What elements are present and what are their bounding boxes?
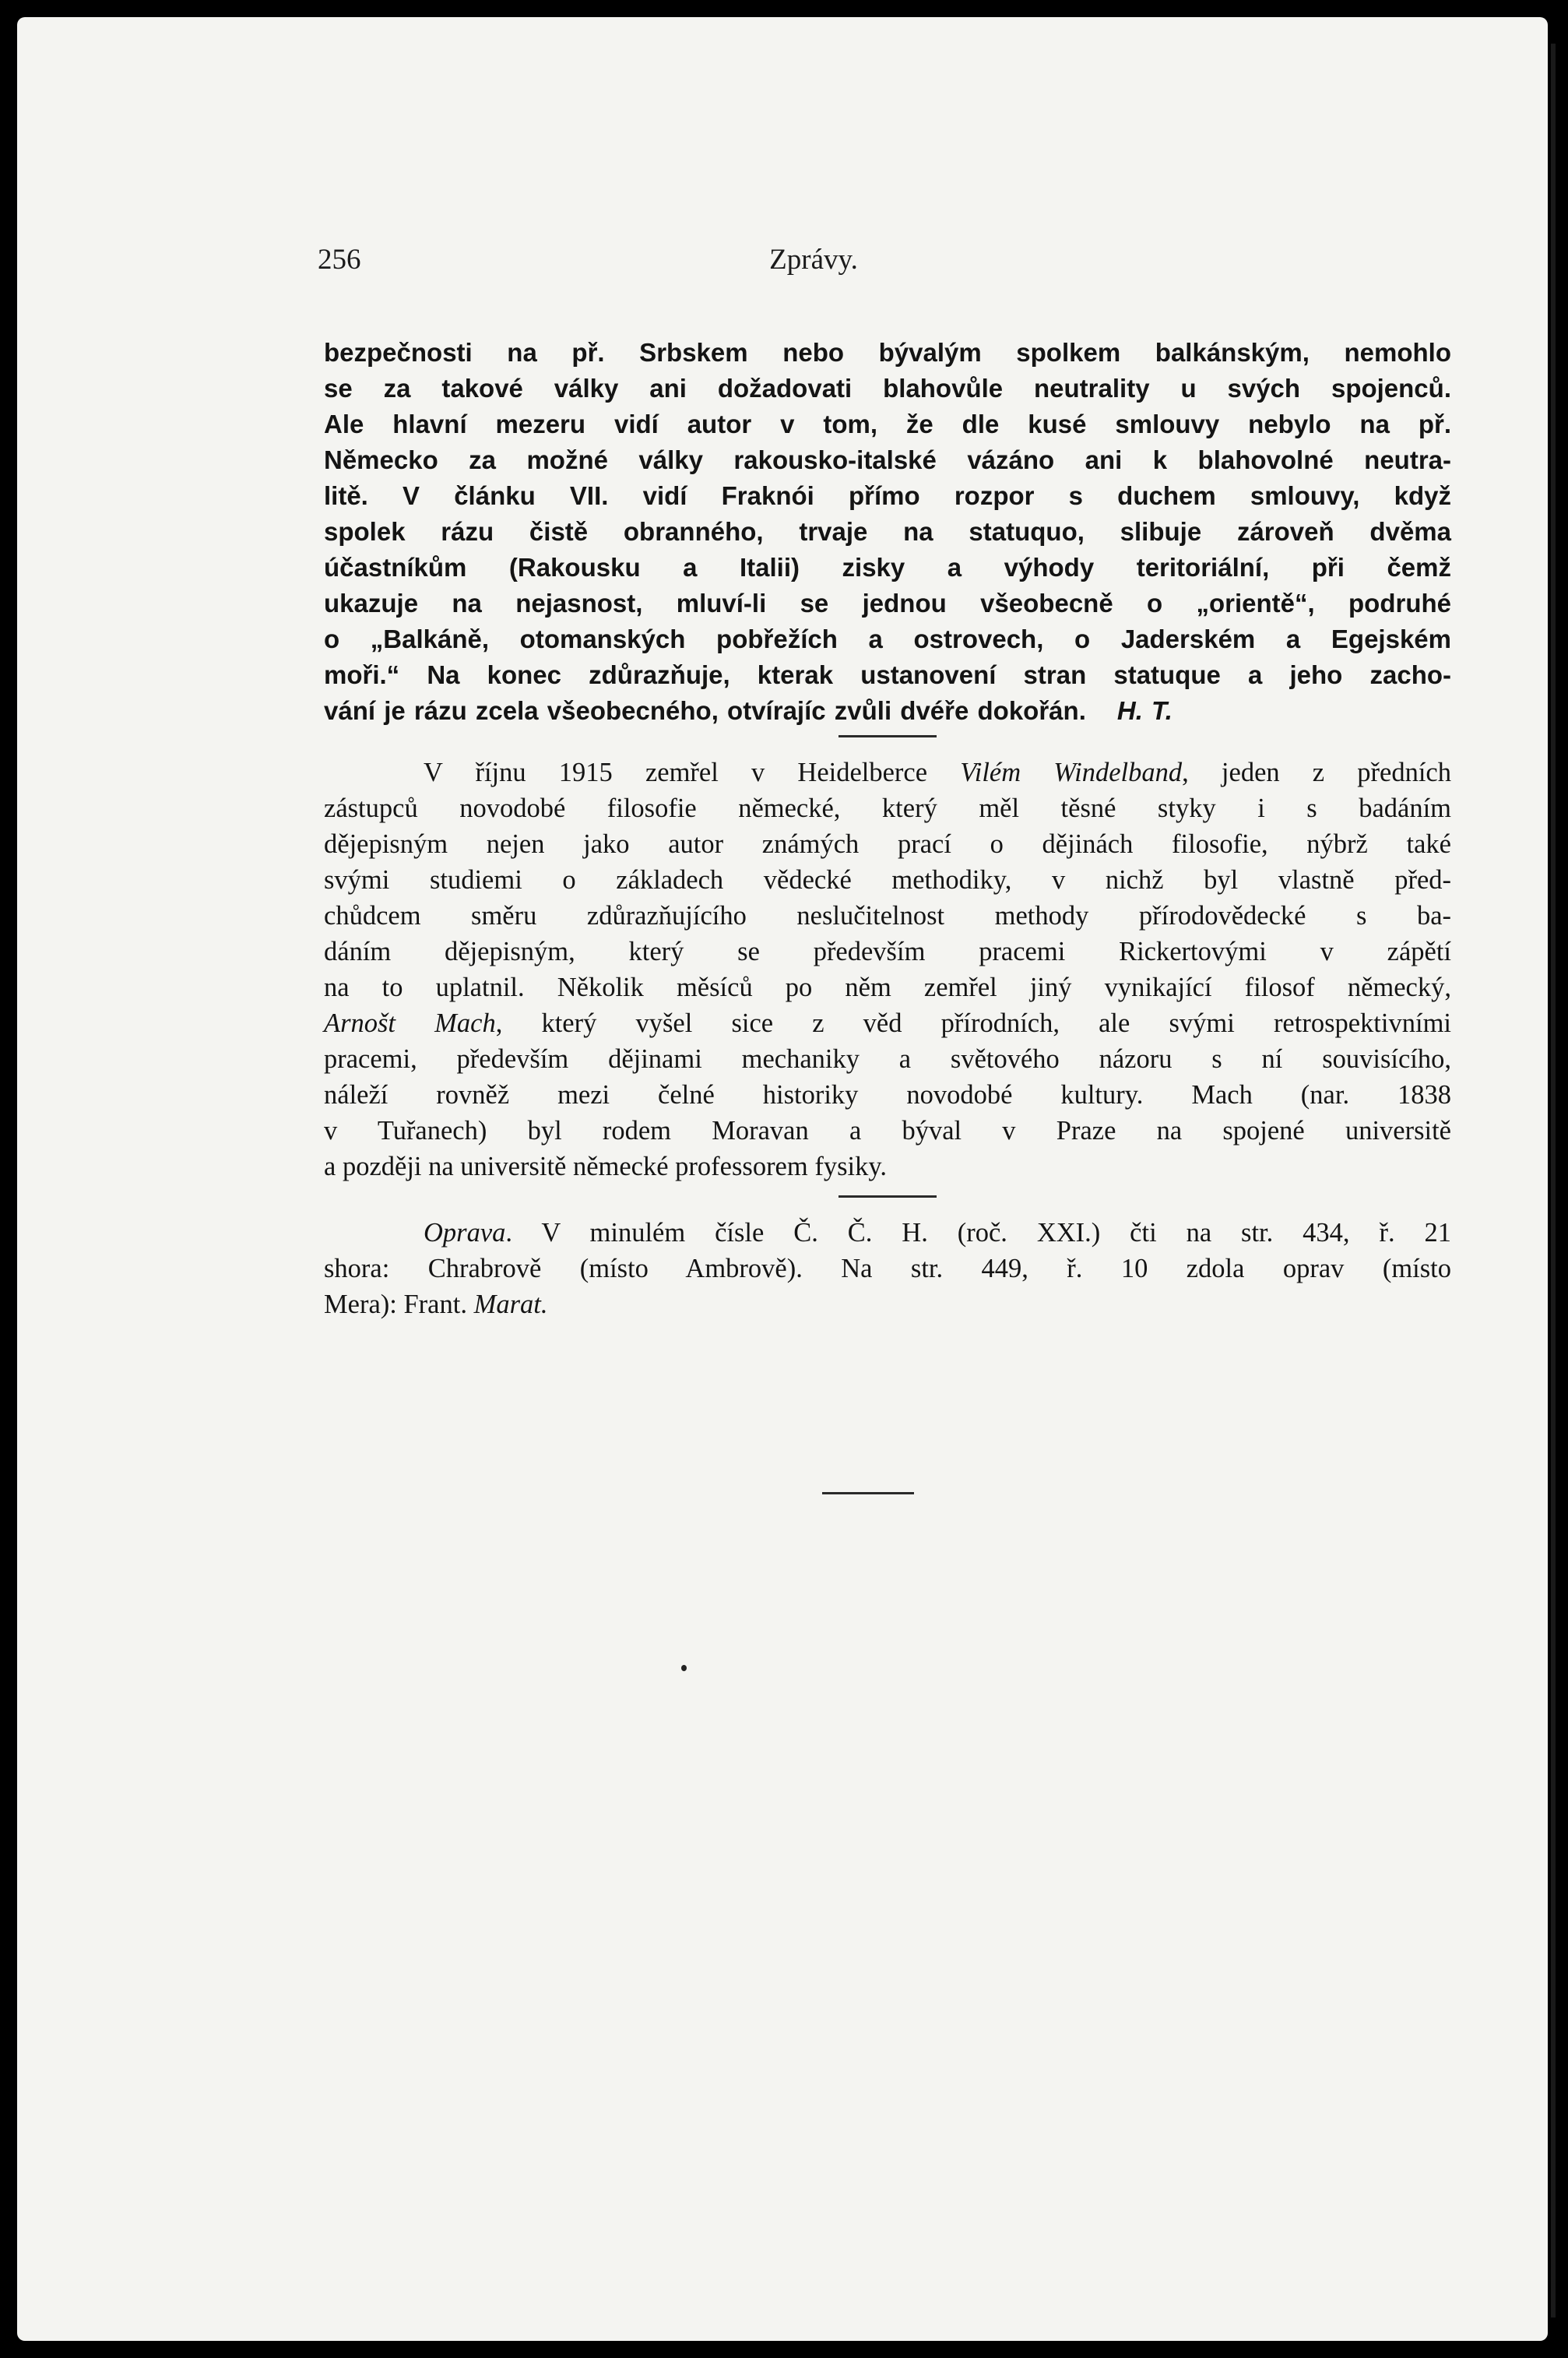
running-title: Zprávy. — [769, 244, 858, 276]
text-fragment: , jeden z předních — [1182, 758, 1451, 787]
running-head — [17, 243, 1548, 290]
section-divider — [838, 1195, 937, 1198]
erratum-label: Oprava — [424, 1218, 506, 1248]
text-fragment: . V minulém čísle Č. Č. H. (roč. XXI.) čti na str. 434, ř. 21 — [505, 1218, 1451, 1248]
text-line — [324, 1215, 1451, 1251]
text-line — [324, 1005, 1451, 1041]
text-line: o „Balkáně, otomanských pobřežích a ostrovech, o Jaderském a Egejském — [324, 625, 1451, 653]
erratum-notice — [324, 1215, 1451, 1322]
text-line: ukazuje na nejasnost, mluví-li se jednou všeobecně o „orientě“, podruhé — [324, 589, 1451, 618]
document-page — [17, 17, 1548, 2341]
text-line: dějepisným nejen jako autor známých prací o dějinách filosofie, nýbrž také — [324, 829, 1451, 859]
section-divider — [838, 735, 937, 737]
text-block — [324, 335, 1451, 1322]
text-line: v Tuřanech) byl rodem Moravan a býval v Praze na spojené universitě — [324, 1116, 1451, 1146]
author-signature: H. T. — [1116, 696, 1172, 725]
end-rule — [822, 1492, 914, 1494]
text-line: Německo za možné války rakousko-italské vázáno ani k blahovolné neutra- — [324, 445, 1451, 474]
text-line: účastníkům (Rakousku a Italii) zisky a výhody teritoriální, při čemž — [324, 553, 1451, 582]
text-line: spolek rázu čistě obranného, trvaje na statuquo, slibuje zároveň dvěma — [324, 517, 1451, 546]
text-line-last: a později na universitě německé professorem fysiky. — [324, 1152, 887, 1181]
text-line: moři.“ Na konec zdůrazňuje, kterak ustanovení stran statuque a jeho zacho- — [324, 660, 1451, 689]
text-line: chůdcem směru zdůrazňujícího neslučitelnost methody přírodovědecké s ba- — [324, 901, 1451, 931]
closing-sentence: vání je rázu zcela všeobecného, otvírajíc zvůli dvéře dokořán. — [324, 696, 1086, 725]
text-line: dáním dějepisným, který se především pracemi Rickertovými v zápětí — [324, 937, 1451, 966]
person-name: Vilém Windelband — [960, 758, 1183, 787]
text-fragment: , který vyšel sice z věd přírodních, ale svými retrospektivními — [495, 1008, 1451, 1038]
text-line: zástupců novodobé filosofie německé, který měl těsné styky i s badáním — [324, 794, 1451, 823]
text-line: bezpečnosti na př. Srbskem nebo bývalým spolkem balkánským, nemohlo — [324, 338, 1451, 367]
text-line — [324, 755, 1451, 790]
page-number: 256 — [318, 244, 361, 276]
obituary-notice — [324, 755, 1451, 1184]
text-line: pracemi, především dějinami mechaniky a světového názoru s ní souvisícího, — [324, 1044, 1451, 1074]
text-line: litě. V článku VII. vidí Fraknói přímo rozpor s duchem smlouvy, když — [324, 481, 1451, 510]
text-line: shora: Chrabrově (místo Ambrově). Na str. 449, ř. 10 zdola oprav (místo — [324, 1254, 1451, 1283]
text-line: náleží rovněž mezi čelné historiky novodobé kultury. Mach (nar. 1838 — [324, 1080, 1451, 1110]
text-line: svými studiemi o základech vědecké methodiky, v nichž byl vlastně před- — [324, 865, 1451, 895]
report-continuation — [324, 335, 1451, 729]
person-name: Arnošt Mach — [324, 1008, 496, 1038]
ink-speck — [681, 1665, 687, 1671]
text-line-last — [324, 693, 1451, 729]
text-fragment: Mera): Frant. — [324, 1290, 474, 1319]
scan-frame-edge — [1551, 44, 1556, 2318]
person-name: Marat. — [473, 1290, 548, 1319]
text-fragment: V říjnu 1915 zemřel v Heidelberce — [424, 758, 961, 787]
text-line: Ale hlavní mezeru vidí autor v tom, že dle kusé smlouvy nebylo na př. — [324, 410, 1451, 438]
text-line: se za takové války ani dožadovati blahovůle neutrality u svých spojenců. — [324, 374, 1451, 403]
text-line-last — [324, 1286, 1451, 1322]
text-line: na to uplatnil. Několik měsíců po něm zemřel jiný vynikající filosof německý, — [324, 973, 1451, 1002]
